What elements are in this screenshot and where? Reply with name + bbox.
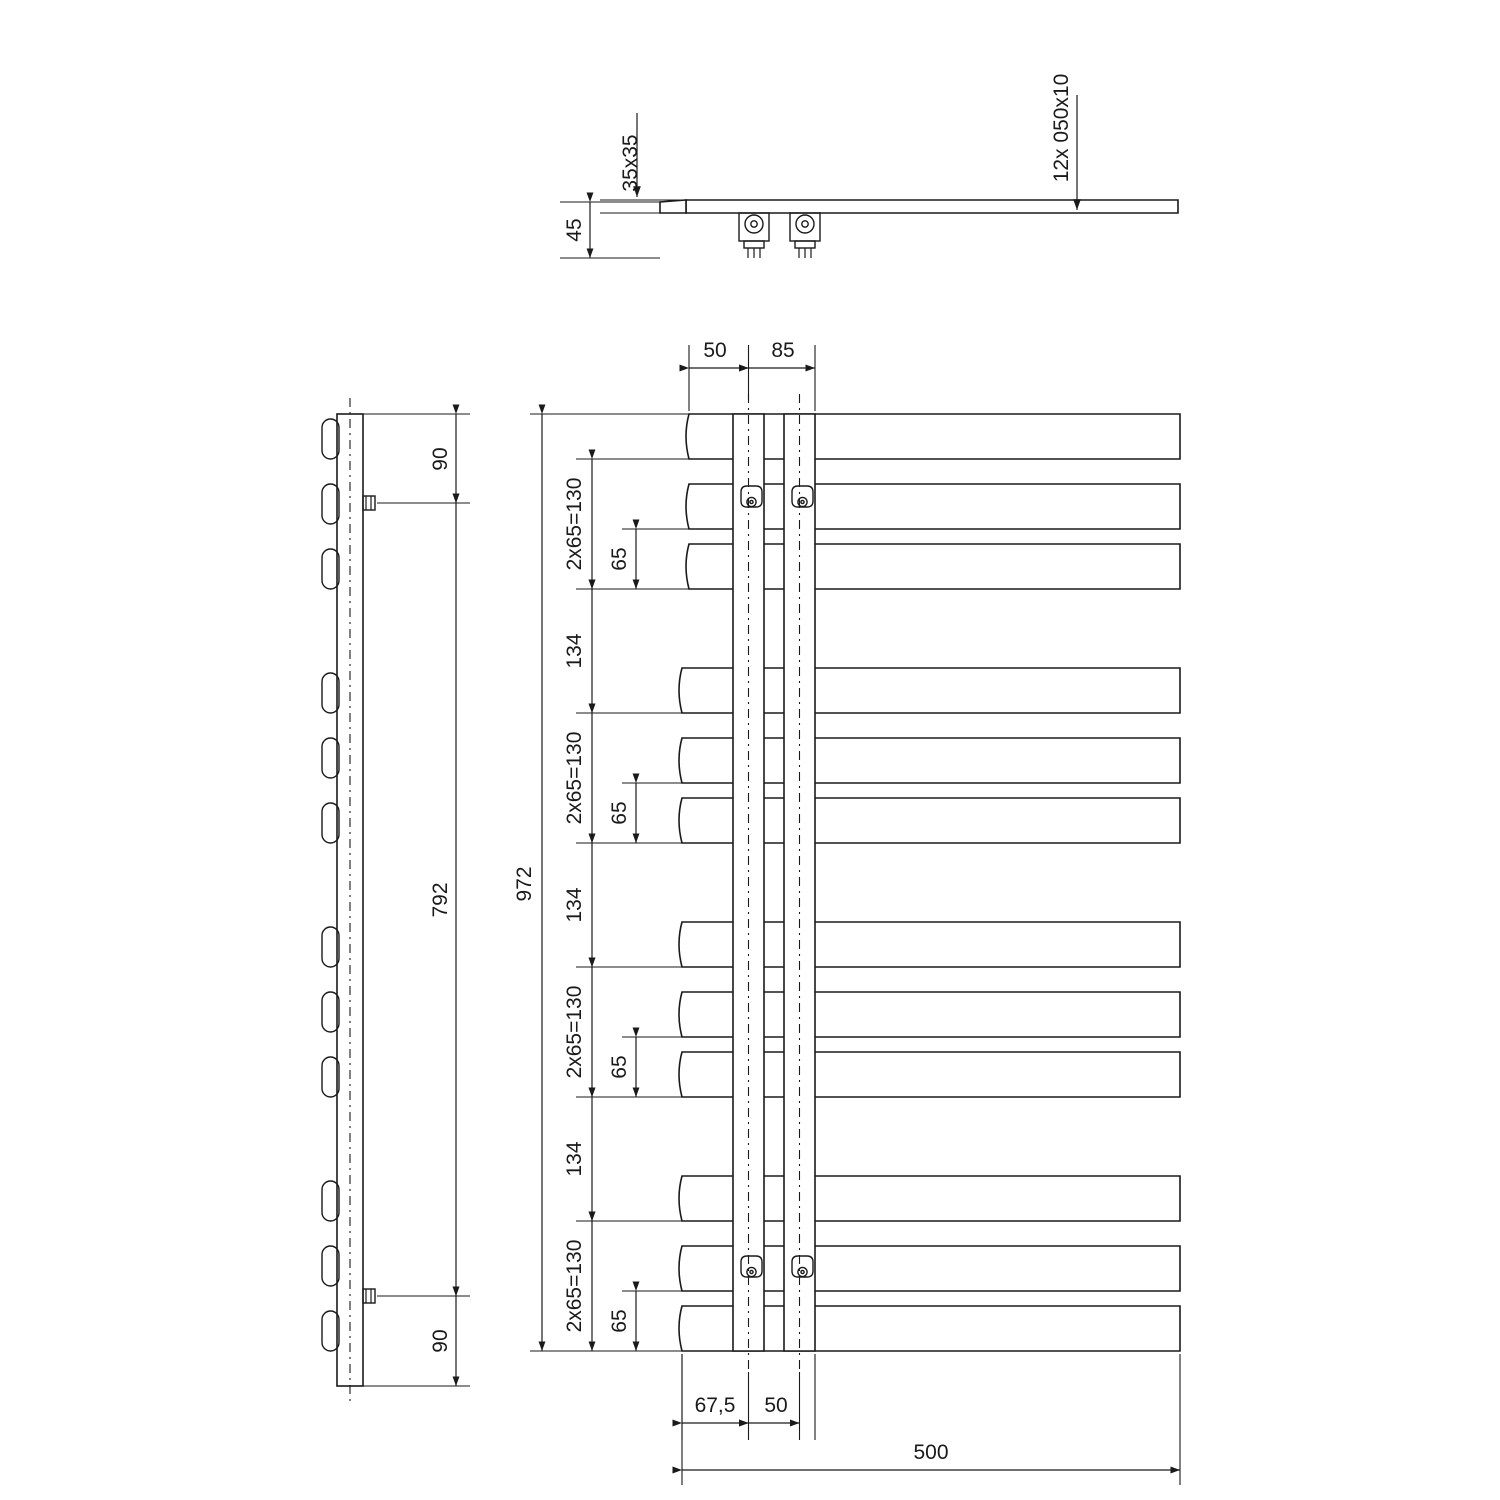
side-view-bracket-bottom: [363, 1289, 375, 1303]
dim-65-b: 65: [608, 801, 631, 825]
dim-134-a: 134: [563, 633, 586, 669]
top-view-stub: [660, 200, 686, 213]
dim-675: 67,5: [694, 1394, 736, 1417]
dim-792: 792: [429, 882, 452, 918]
front-view: [513, 339, 1180, 1485]
top-view: [560, 74, 1178, 258]
dim-90-bottom: 90: [429, 1329, 452, 1353]
dim-134-c: 134: [563, 1141, 586, 1177]
dim-tube-note: 12x 050x10: [1050, 73, 1073, 183]
dim-134-b: 134: [563, 887, 586, 923]
dim-65-d: 65: [608, 1309, 631, 1333]
dim-130-b: 2x65=130: [563, 731, 586, 825]
side-view-bracket-top: [363, 496, 375, 510]
dim-65-a: 65: [608, 547, 631, 571]
dim-972: 972: [513, 866, 536, 902]
dim-130-d: 2x65=130: [563, 1239, 586, 1333]
dim-50-top: 50: [703, 339, 727, 362]
dim-35x35: 35x35: [619, 134, 642, 192]
dim-130-a: 2x65=130: [563, 477, 586, 571]
side-view: [322, 398, 470, 1402]
dim-90-top: 90: [429, 447, 452, 471]
dim-85: 85: [771, 339, 795, 362]
dim-130-c: 2x65=130: [563, 985, 586, 1079]
dim-50-bottom: 50: [764, 1394, 788, 1417]
top-view-connector-1: [739, 213, 769, 258]
top-view-plate: [686, 200, 1178, 213]
dim-45: 45: [563, 218, 586, 242]
top-view-connector-2: [790, 213, 820, 258]
dim-500: 500: [913, 1441, 949, 1464]
dim-65-c: 65: [608, 1055, 631, 1079]
